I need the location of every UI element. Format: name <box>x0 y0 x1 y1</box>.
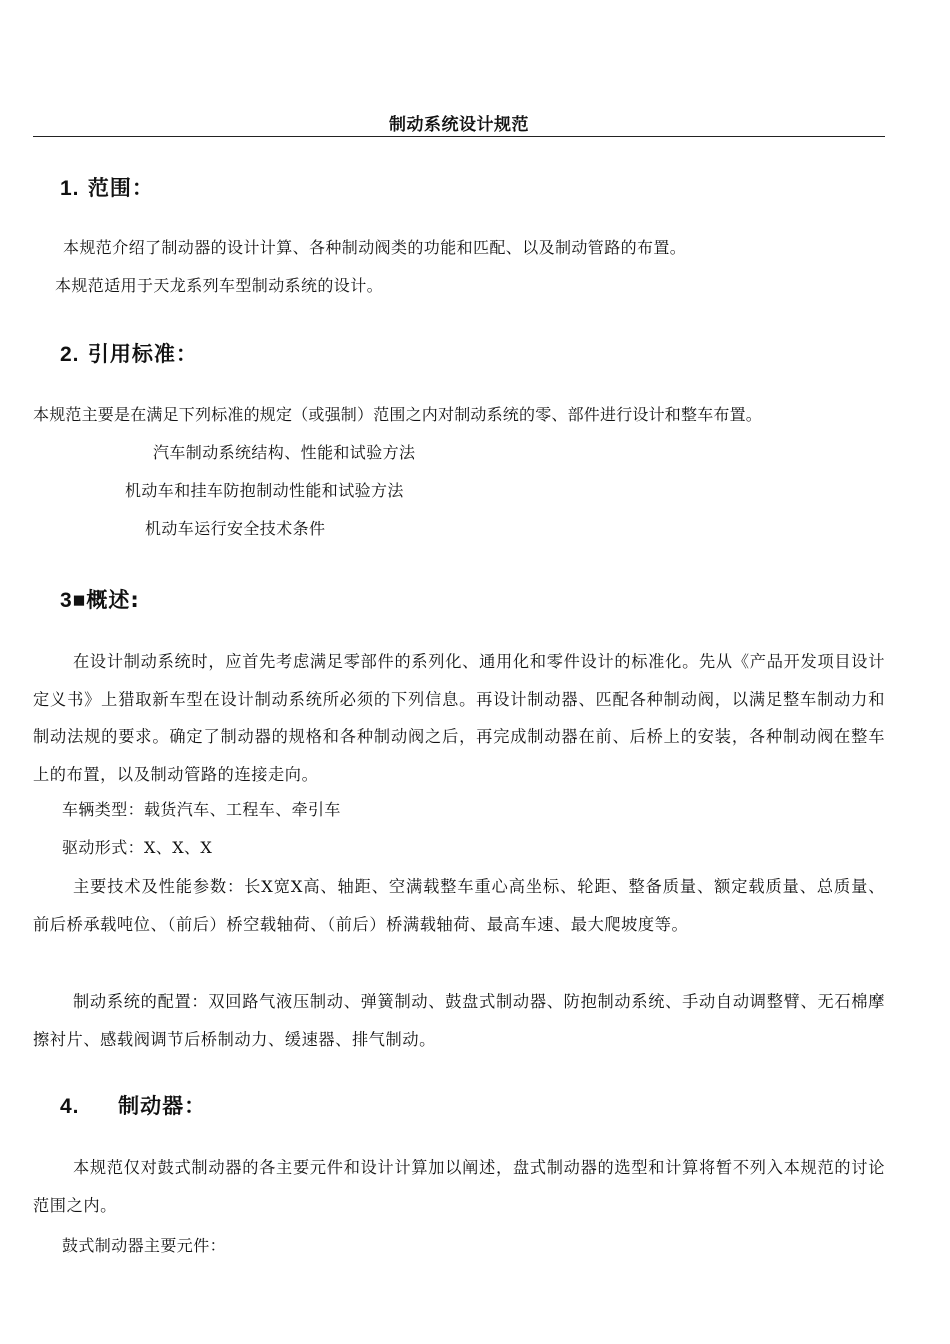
parameters-paragraph: 主要技术及性能参数：长X宽X高、轴距、空满载整车重心高坐标、轮距、整备质量、额定载质量、总质量、前后桥承载吨位、（前后）桥空载轴荷、（前后）桥满载轴荷、最高车速、最大爬坡度等。 <box>33 877 885 934</box>
section-3-paragraph: 在设计制动系统时，应首先考虑满足零部件的系列化、通用化和零件设计的标准化。先从《产品开发项目设计定义书》上猎取新车型在设计制动系统所必须的下列信息。再设计制动器、匹配各种制动阀，以满足整车制动力和制动法规的要求。确定了制动器的规格和各种制动阀之后，再完成制动器在前、后桥上的安装，各种制动阀在整车上的布置，以及制动管路的连接走向。 <box>33 652 885 784</box>
section-1-line-1: 本规范介绍了制动器的设计计算、各种制动阀类的功能和匹配、以及制动管路的布置。 <box>63 238 687 257</box>
standard-item: 机动车和挂车防抱制动性能和试验方法 <box>125 481 404 500</box>
section-1-line-2: 本规范适用于天龙系列车型制动系统的设计。 <box>55 276 384 295</box>
section-4-paragraph: 本规范仅对鼓式制动器的各主要元件和设计计算加以阐述，盘式制动器的选型和计算将暂不列入本规范的讨论范围之内。 <box>33 1158 885 1215</box>
components-label: 鼓式制动器主要元件： <box>62 1236 227 1255</box>
section-2-number: 2. <box>60 343 80 366</box>
section-3-number: 3■ <box>60 589 87 612</box>
title-divider <box>33 136 885 137</box>
vehicle-type-line: 车辆类型：载货汽车、工程车、牵引车 <box>62 800 341 819</box>
section-3-heading <box>60 584 140 614</box>
section-4-title: 制动器： <box>118 1094 207 1118</box>
section-3-title: 概述: <box>86 588 140 612</box>
section-1-heading <box>60 172 154 202</box>
drive-form-line: 驱动形式：X、X、X <box>62 838 213 857</box>
standard-item: 机动车运行安全技术条件 <box>145 519 326 538</box>
configuration-paragraph: 制动系统的配置：双回路气液压制动、弹簧制动、鼓盘式制动器、防抱制动系统、手动自动调整臂、无石棉摩擦衬片、感载阀调节后桥制动力、缓速器、排气制动。 <box>33 992 885 1049</box>
section-4-heading <box>60 1090 206 1120</box>
section-2-intro: 本规范主要是在满足下列标准的规定（或强制）范围之内对制动系统的零、部件进行设计和整车布置。 <box>33 405 763 424</box>
section-1-title: 范围： <box>87 176 154 200</box>
section-1-number: 1. <box>60 177 80 200</box>
section-4-number: 4. <box>60 1095 80 1118</box>
section-2-heading <box>60 338 198 368</box>
section-2-title: 引用标准： <box>87 342 198 366</box>
document-title: 制动系统设计规范 <box>389 115 529 135</box>
standard-item: 汽车制动系统结构、性能和试验方法 <box>153 443 416 462</box>
